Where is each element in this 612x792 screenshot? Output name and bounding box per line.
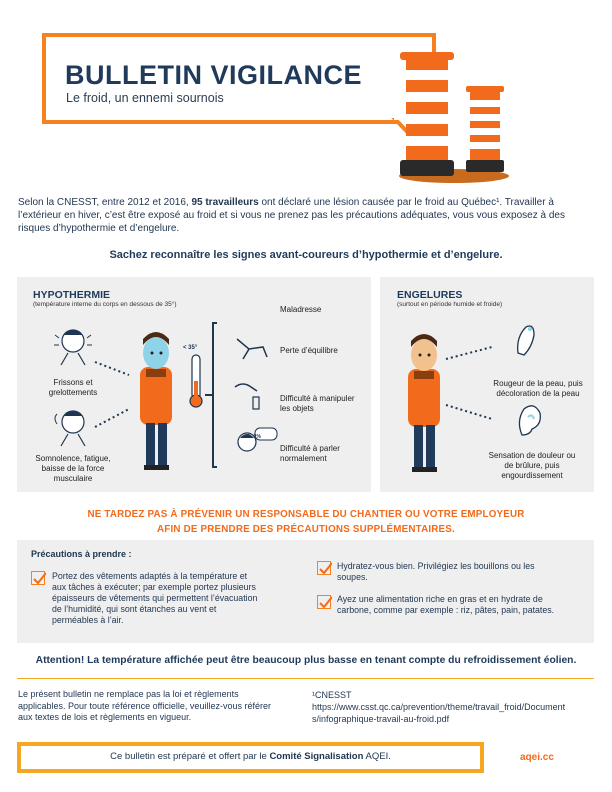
engelures-title: ENGELURES bbox=[397, 289, 463, 301]
precaution-hydration: Hydratez-vous bien. Privilégiez les bouillons ou les soupes. bbox=[337, 561, 535, 582]
cold-worker-figure bbox=[140, 332, 172, 470]
sign-clumsiness: Maladresse bbox=[280, 305, 322, 314]
sign-shivering: Frissons et grelottements bbox=[48, 378, 98, 397]
checkbox-icon bbox=[317, 561, 331, 575]
precautions-title: Précautions à prendre : bbox=[31, 549, 132, 559]
shivering-face-icon bbox=[54, 330, 92, 365]
speech-bubble-label: A..?% bbox=[247, 434, 261, 440]
hypothermie-title: HYPOTHERMIE bbox=[33, 289, 111, 301]
page-subtitle: Le froid, un ennemi sournois bbox=[66, 91, 224, 105]
small-barrel bbox=[466, 86, 504, 172]
dropping-objects-icon bbox=[235, 384, 259, 409]
stumbling-legs-icon bbox=[237, 339, 267, 359]
disclaimer: Le présent bulletin ne remplace pas la loi et règlements applicables. Pour toute référence officielle, veuillez-vous référer aux textes de lois et règlements en vigueur. bbox=[18, 689, 271, 722]
frostbite-worker-figure bbox=[408, 334, 440, 472]
sign-speech: Difficulté à parler normalement bbox=[280, 444, 340, 463]
precaution-nutrition: Ayez une alimentation riche en gras et en hydrate de carbone, comme par exemple : riz, pâtes, pain, patates. bbox=[337, 594, 555, 615]
sign-redness: Rougeur de la peau, puis décoloration de la peau bbox=[493, 379, 583, 398]
signs-heading: Sachez reconnaître les signes avant-coureurs d’hypothermie et d’engelure. bbox=[109, 249, 503, 261]
checkbox-icon bbox=[317, 595, 331, 609]
big-barrel bbox=[400, 52, 454, 176]
tired-face-icon bbox=[55, 411, 85, 446]
foot-icon bbox=[518, 326, 534, 355]
thermometer-label: < 35° bbox=[183, 345, 198, 351]
reference-link[interactable]: https://www.csst.qc.ca/prevention/theme/travail_froid/Documents/infographique-travail-au-froid.pdf bbox=[312, 702, 566, 724]
warning-text: NE TARDEZ PAS À PRÉVENIR UN RESPONSABLE DU CHANTIER OU VOTRE EMPLOYEUR AFIN DE PRENDRE DES PRÉCAUTIONS SUPPLÉMENTAIRES. bbox=[87, 509, 525, 535]
attention-text: Attention! La température affichée peut être beaucoup plus basse en tenant compte du refroidissement éolien. bbox=[35, 655, 577, 666]
sign-balance: Perte d’équilibre bbox=[280, 346, 338, 355]
intro-paragraph: Selon la CNESST, entre 2012 et 2016, 95 travailleurs ont déclaré une lésion causée par le froid au Québec¹. Travailler à l’extérieur en hiver, c’est être exposé au froid et si vous ne prenez pas les précautions adéquates, vous vous exposez à des risques d’hypothermie et d’engelure. bbox=[18, 197, 565, 234]
divider bbox=[17, 678, 594, 679]
sign-pain: Sensation de douleur ou de brûlure, puis engourdissement bbox=[488, 451, 576, 480]
thermometer-icon bbox=[190, 355, 202, 407]
reference-label: ¹CNESST bbox=[312, 690, 352, 700]
hypothermie-subtitle: (température interne du corps en dessous de 35°) bbox=[33, 301, 177, 308]
engelures-subtitle: (surtout en période humide et froide) bbox=[397, 301, 503, 308]
credit-text: Ce bulletin est préparé et offert par le Comité Signalisation AQEI. bbox=[110, 751, 391, 762]
checkbox-icon bbox=[31, 571, 45, 585]
page-title: BULLETIN VIGILANCE bbox=[65, 60, 362, 90]
sign-handling: Difficulté à manipuler les objets bbox=[280, 394, 355, 413]
sign-drowsiness: Somnolence, fatigue, baisse de la force musculaire bbox=[35, 454, 111, 483]
site-link[interactable]: aqei.cc bbox=[520, 752, 554, 763]
traffic-barrels-illustration bbox=[392, 48, 514, 188]
ear-icon bbox=[519, 406, 540, 435]
precaution-clothing: Portez des vêtements adaptés à la température et aux tâches à exécuter; par exemple portez plusieurs épaisseurs de vêtements qui permettent l’évacuation de l’humidité, qui sont étanches au vent et perméables à l’air. bbox=[52, 571, 258, 625]
